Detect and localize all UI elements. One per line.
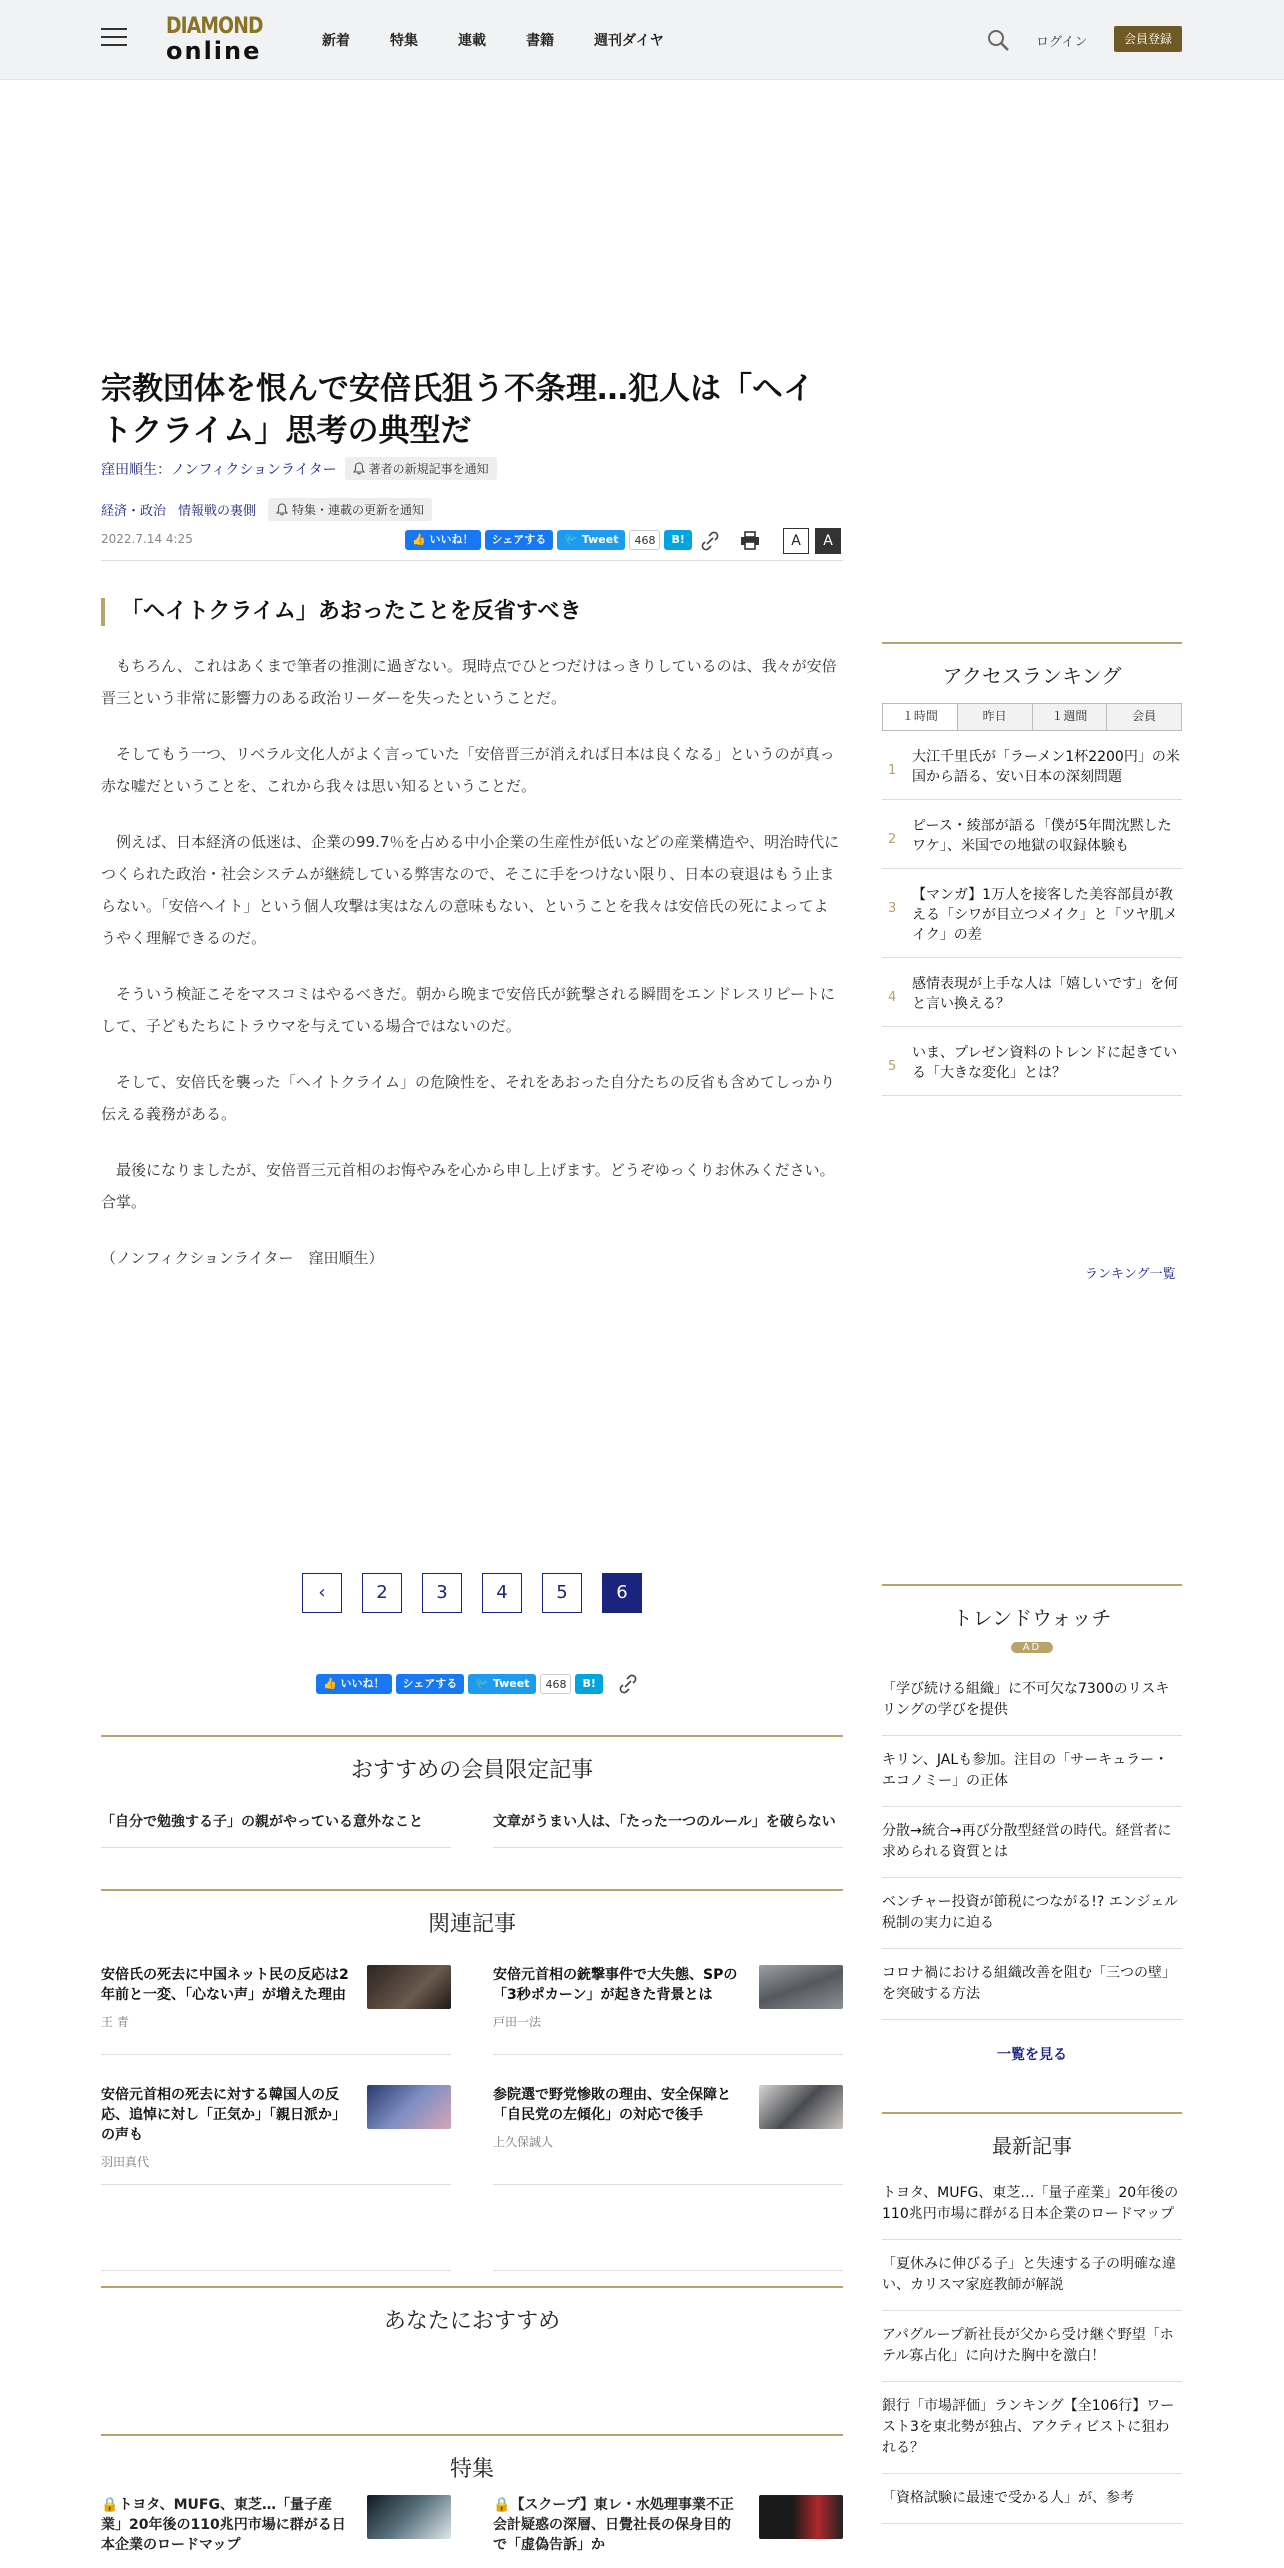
- bell-icon: [353, 462, 365, 475]
- link-icon[interactable]: [617, 1673, 639, 1695]
- rank-number: 4: [888, 990, 897, 1005]
- member-article-link[interactable]: 文章がうまい人は、「たった一つのルール」を破らない: [493, 1811, 843, 1848]
- series-follow-button[interactable]: 特集・連載の更新を通知: [268, 498, 432, 521]
- signature: （ノンフィクションライター 窪田順生）: [101, 1249, 384, 1267]
- article-thumbnail: [367, 2495, 451, 2539]
- latest-title: 最新記事: [882, 2112, 1182, 2159]
- ranking-item[interactable]: [882, 958, 1182, 1027]
- share-buttons: [405, 530, 692, 550]
- latest-item[interactable]: 銀行「市場評価」ランキング【全106行】ワースト3を東北勢が独占、アクティビストに狙われる？: [882, 2382, 1182, 2474]
- author-row: [101, 457, 497, 480]
- related-article[interactable]: [101, 2085, 451, 2185]
- see-all-link[interactable]: 一覧を見る: [997, 2047, 1067, 2063]
- rank-title: 感情表現が上手な人は「嬉しいです」を何と言い換える？: [912, 976, 1178, 1012]
- article-title: 宗教団体を恨んで安倍氏狙う不条理…犯人は「ヘイトクライム」思考の典型だ: [101, 371, 814, 449]
- recommend-section-title: あなたにおすすめ: [101, 2286, 843, 2346]
- paragraph: そして、安倍氏を襲った「ヘイトクライム」の危険性を、それをあおった自分たちの反省も含めてしっかり伝える義務がある。: [101, 1073, 835, 1123]
- share-buttons-bottom: [316, 1673, 639, 1695]
- rank-title: ピース・綾部が語る「僕が5年間沈黙したワケ」、米国での地獄の収録体験も: [912, 818, 1172, 854]
- page-link[interactable]: 3: [422, 1573, 462, 1613]
- related-title: 安倍氏の死去に中国ネット民の反応は2年前と一変、「心ない声」が増えた理由: [101, 1967, 349, 2003]
- member-article-link[interactable]: 「自分で勉強する子」の親がやっている意外なこと: [101, 1811, 451, 1848]
- related-section-title: 関連記事: [101, 1889, 843, 1949]
- latest-widget: [882, 2112, 1182, 2524]
- related-article[interactable]: [493, 1965, 843, 2055]
- trend-item[interactable]: コロナ禍における組織改善を阻む「三つの壁」を突破する方法: [882, 1949, 1182, 2020]
- rank-number: 5: [888, 1059, 897, 1074]
- ranking-tab-member[interactable]: 会員: [1106, 704, 1181, 730]
- paragraph: そしてもう一つ、リベラル文化人がよく言っていた「安倍晋三が消えれば日本は良くなる」というのが真っ赤な嘘だということを、これから我々は思い知るということだ。: [101, 745, 835, 795]
- global-nav: [322, 30, 704, 50]
- menu-icon[interactable]: [101, 28, 127, 48]
- ranking-widget: [882, 642, 1182, 1096]
- prev-page-button[interactable]: ‹: [302, 1573, 342, 1613]
- tag-link[interactable]: 経済・政治: [101, 504, 167, 519]
- related-author: 王 青: [101, 2015, 129, 2029]
- register-button[interactable]: 会員登録: [1114, 26, 1182, 52]
- rank-number: 1: [888, 763, 897, 778]
- related-title: 安倍元首相の銃撃事件で大失態、SPの「3秒ポカーン」が起きた背景とは: [493, 1967, 738, 2003]
- hatena-bookmark-button[interactable]: B!: [575, 1674, 602, 1694]
- current-page: 6: [602, 1573, 642, 1613]
- facebook-share-button[interactable]: シェアする: [396, 1674, 465, 1694]
- ranking-item[interactable]: [882, 800, 1182, 869]
- section-heading: 「ヘイトクライム」あおったことを反省すべき: [101, 598, 843, 626]
- ranking-tab-yesterday[interactable]: 昨日: [957, 704, 1032, 730]
- ranking-item[interactable]: [882, 731, 1182, 800]
- related-article[interactable]: [493, 2085, 843, 2185]
- hatena-count: 468: [629, 530, 660, 550]
- page-link[interactable]: 4: [482, 1573, 522, 1613]
- print-icon[interactable]: [739, 530, 761, 552]
- trend-item[interactable]: キリン、JALも参加。注目の「サーキュラー・エコノミー」の正体: [882, 1736, 1182, 1807]
- divider: [493, 2270, 843, 2271]
- facebook-like-button[interactable]: 👍 いいね！: [316, 1674, 392, 1694]
- article-thumbnail: [759, 2085, 843, 2129]
- paragraph: そういう検証こそをマスコミはやるべきだ。朝から晩まで安倍氏が銃撃される瞬間をエンドレスリピートにして、子どもたちにトラウマを与えている場合ではないのだ。: [101, 985, 835, 1035]
- article-thumbnail: [759, 2495, 843, 2539]
- pagination: [302, 1573, 642, 1613]
- related-title: 参院選で野党惨敗の理由、安全保障と「自民党の左傾化」の対応で後手: [493, 2087, 731, 2123]
- feature-articles: [101, 2495, 843, 2555]
- member-section-title: おすすめの会員限定記事: [101, 1735, 843, 1795]
- related-author: 上久保誠人: [493, 2135, 554, 2149]
- facebook-share-button[interactable]: シェアする: [485, 530, 554, 550]
- author-link[interactable]: 窪田順生：ノンフィクションライター: [101, 461, 337, 478]
- divider: [101, 560, 843, 561]
- bell-icon: [276, 503, 288, 516]
- font-size-large-button[interactable]: A: [815, 528, 841, 554]
- rank-number: 3: [888, 901, 897, 916]
- latest-item[interactable]: トヨタ、MUFG、東芝…「量子産業」20年後の110兆円市場に群がる日本企業のロードマップ: [882, 2169, 1182, 2240]
- paragraph: 例えば、日本経済の低迷は、企業の99.7％を占める中小企業の生産性が低いなどの産業構造や、明治時代につくられた政治・社会システムが継続している弊害なので、そこに手をつけない限り、日本の衰退はもう止まらない。「安倍ヘイト」という個人攻撃は実はなんの意味もない、ということを我々は安倍氏の死によってようやく理解できるのだ。: [101, 833, 840, 947]
- paragraph: もちろん、これはあくまで筆者の推測に過ぎない。現時点でひとつだけはっきりしているのは、我々が安倍晋三という非常に影響力のある政治リーダーを失ったということだ。: [101, 657, 837, 707]
- trend-title: トレンドウォッチ AD: [882, 1584, 1182, 1655]
- login-link[interactable]: ログイン: [1036, 35, 1088, 50]
- hatena-count: 468: [540, 1674, 571, 1694]
- nav-new[interactable]: 新着: [322, 33, 350, 49]
- trend-item[interactable]: 「学び続ける組織」に不可欠な7300のリスキリングの学びを提供: [882, 1665, 1182, 1736]
- feature-article[interactable]: 🔒トヨタ、MUFG、東芝…「量子産業」20年後の110兆円市場に群がる日本企業のロードマップ: [101, 2495, 451, 2555]
- page-link[interactable]: 2: [362, 1573, 402, 1613]
- latest-item[interactable]: 「資格試験に最速で受かる人」が、参考: [882, 2474, 1182, 2524]
- ad-badge: AD: [1011, 1642, 1054, 1653]
- ranking-tab-hour[interactable]: １時間: [883, 704, 957, 730]
- ranking-tabs: [882, 703, 1182, 731]
- related-author: 羽田真代: [101, 2155, 150, 2169]
- tweet-button[interactable]: 🐦 Tweet: [557, 530, 625, 550]
- latest-item[interactable]: アパグループ新社長が父から受け継ぐ野望「ホテル寡占化」に向けた胸中を激白！: [882, 2311, 1182, 2382]
- font-size-small-button[interactable]: A: [783, 528, 809, 554]
- hatena-bookmark-button[interactable]: B!: [664, 530, 691, 550]
- trend-item[interactable]: 分散→統合→再び分散型経営の時代。経営者に求められる資質とは: [882, 1807, 1182, 1878]
- link-icon[interactable]: [699, 530, 721, 552]
- article-thumbnail: [759, 1965, 843, 2009]
- ranking-item[interactable]: [882, 1027, 1182, 1096]
- feature-section-title: 特集: [101, 2434, 843, 2494]
- related-articles: [101, 1965, 843, 2185]
- publish-date: 2022.7.14 4:25: [101, 532, 193, 546]
- nav-series[interactable]: 連載: [458, 33, 486, 49]
- facebook-like-button[interactable]: 👍 いいね！: [405, 530, 481, 550]
- site-header: [0, 0, 1284, 80]
- ranking-item[interactable]: [882, 869, 1182, 958]
- author-follow-button[interactable]: 著者の新規記事を通知: [345, 457, 497, 480]
- tags-row: [101, 498, 432, 521]
- search-icon[interactable]: [986, 28, 1010, 52]
- nav-feature[interactable]: 特集: [390, 33, 418, 49]
- ranking-tab-week[interactable]: １週間: [1032, 704, 1107, 730]
- related-article[interactable]: [101, 1965, 451, 2055]
- related-title: 安倍元首相の死去に対する韓国人の反応、追悼に対し「正気か」「親日派か」の声も: [101, 2087, 346, 2143]
- rank-title: 【マンガ】1万人を接客した美容部員が教える「シワが目立つメイク」と「ツヤ肌メイク」の差: [912, 887, 1178, 943]
- latest-item[interactable]: 「夏休みに伸びる子」と失速する子の明確な違い、カリスマ家庭教師が解説: [882, 2240, 1182, 2311]
- page-link[interactable]: 5: [542, 1573, 582, 1613]
- nav-books[interactable]: 書籍: [526, 33, 554, 49]
- article-meta: [101, 527, 843, 555]
- rank-title: いま、プレゼン資料のトレンドに起きている「大きな変化」とは？: [912, 1045, 1178, 1081]
- lock-icon: 🔒: [101, 2497, 119, 2513]
- feature-article[interactable]: 🔒【スクープ】東レ・水処理事業不正会計疑惑の深層、日覺社長の保身目的で「虚偽告訴」か: [493, 2495, 843, 2555]
- rank-number: 2: [888, 832, 897, 847]
- tweet-button[interactable]: 🐦 Tweet: [468, 1674, 536, 1694]
- trend-item[interactable]: ベンチャー投資が節税につながる!? エンジェル税制の実力に迫る: [882, 1878, 1182, 1949]
- article-thumbnail: [367, 2085, 451, 2129]
- paragraph: 最後になりましたが、安倍晋三元首相のお悔やみを心から申し上げます。どうぞゆっくりお休みください。合掌。: [101, 1161, 835, 1211]
- article-thumbnail: [367, 1965, 451, 2009]
- divider: [101, 2270, 451, 2271]
- lock-icon: 🔒: [493, 2497, 511, 2513]
- trend-widget: [882, 1584, 1182, 2064]
- member-articles: [101, 1811, 843, 1848]
- rank-title: 大江千里氏が「ラーメン1杯2200円」の米国から語る、安い日本の深刻問題: [912, 749, 1180, 785]
- ranking-more-link[interactable]: ランキング一覧: [1085, 1267, 1176, 1282]
- site-logo[interactable]: DIAMOND online: [166, 14, 263, 65]
- article-body: [101, 650, 843, 1298]
- related-author: 戸田一法: [493, 2015, 542, 2029]
- tag-link[interactable]: 情報戦の裏側: [178, 504, 257, 519]
- nav-weekly[interactable]: 週刊ダイヤ: [594, 33, 664, 49]
- ranking-title: アクセスランキング: [882, 642, 1182, 689]
